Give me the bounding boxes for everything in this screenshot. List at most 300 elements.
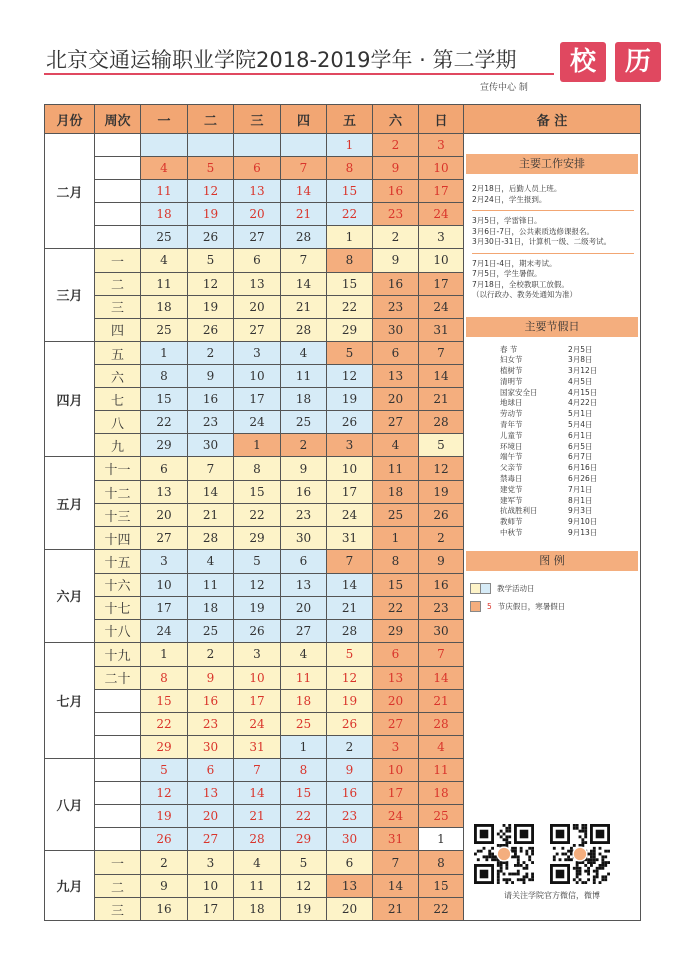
week-number <box>95 712 141 735</box>
day-cell: 30 <box>373 318 419 341</box>
day-cell: 10 <box>188 875 234 898</box>
day-cell: 5 <box>327 642 373 666</box>
day-cell: 15 <box>327 272 373 295</box>
day-cell: 28 <box>327 619 373 642</box>
day-cell: 27 <box>234 318 281 341</box>
work-note-line: （以行政办、教务处通知为准） <box>472 290 577 299</box>
day-cell: 8 <box>234 457 281 481</box>
day-cell: 9 <box>141 875 188 898</box>
day-cell: 20 <box>373 388 419 411</box>
header-tue: 二 <box>188 105 234 134</box>
day-cell: 23 <box>373 203 419 226</box>
week-row <box>45 134 641 157</box>
day-cell: 26 <box>188 318 234 341</box>
week-number <box>95 758 141 782</box>
day-cell: 22 <box>234 504 281 527</box>
day-cell: 29 <box>373 619 419 642</box>
holiday-row <box>466 355 638 366</box>
week-number: 四 <box>95 318 141 341</box>
day-cell: 3 <box>419 134 464 157</box>
holiday-date: 6月16日 <box>568 463 598 473</box>
day-cell: 15 <box>234 481 281 504</box>
day-cell: 18 <box>419 782 464 805</box>
day-cell: 26 <box>327 712 373 735</box>
work-schedule-heading: 主要工作安排 <box>466 154 638 174</box>
day-cell: 22 <box>281 805 327 828</box>
week-number: 二 <box>95 875 141 898</box>
day-cell: 7 <box>373 851 419 875</box>
day-cell: 17 <box>234 689 281 712</box>
day-cell: 27 <box>188 828 234 851</box>
work-note-line: 7月18日，全校教职工放假。 <box>472 279 569 289</box>
day-cell: 11 <box>141 180 188 203</box>
day-cell: 8 <box>419 851 464 875</box>
day-cell: 9 <box>188 666 234 689</box>
week-number: 十八 <box>95 619 141 642</box>
day-cell: 5 <box>234 550 281 574</box>
legend-heading: 图 例 <box>466 551 638 571</box>
day-cell: 11 <box>281 365 327 388</box>
day-cell: 11 <box>141 272 188 295</box>
day-cell: 5 <box>188 157 234 180</box>
header-month: 月份 <box>45 105 95 134</box>
day-cell: 5 <box>188 249 234 273</box>
day-cell: 1 <box>141 642 188 666</box>
day-cell: 9 <box>327 758 373 782</box>
day-cell: 8 <box>327 157 373 180</box>
day-cell: 12 <box>327 666 373 689</box>
holiday-row <box>466 366 638 377</box>
day-cell: 22 <box>327 203 373 226</box>
day-cell: 2 <box>373 134 419 157</box>
day-cell: 8 <box>373 550 419 574</box>
day-cell: 1 <box>234 434 281 457</box>
day-cell: 12 <box>234 573 281 596</box>
day-cell: 27 <box>141 527 188 550</box>
day-cell: 20 <box>234 203 281 226</box>
header-sun: 日 <box>419 105 464 134</box>
day-cell: 8 <box>141 666 188 689</box>
day-cell: 24 <box>327 504 373 527</box>
work-note-line: 2月18日，后勤人员上班。 <box>472 184 562 193</box>
day-cell: 22 <box>141 411 188 434</box>
week-number: 三 <box>95 898 141 921</box>
month-label: 五月 <box>45 457 95 550</box>
day-cell: 26 <box>419 504 464 527</box>
day-cell: 17 <box>327 481 373 504</box>
day-cell: 19 <box>141 805 188 828</box>
holidays-heading: 主要节假日 <box>466 317 638 337</box>
week-number <box>95 782 141 805</box>
day-cell: 3 <box>234 642 281 666</box>
day-cell <box>281 134 327 157</box>
day-cell: 17 <box>419 272 464 295</box>
day-cell: 16 <box>327 782 373 805</box>
holiday-name: 地球日 <box>500 398 523 408</box>
day-cell: 15 <box>281 782 327 805</box>
day-cell: 10 <box>327 457 373 481</box>
day-cell: 10 <box>373 758 419 782</box>
calendar-badge <box>560 42 664 82</box>
day-cell: 14 <box>281 180 327 203</box>
holiday-date: 4月5日 <box>568 376 593 386</box>
work-note-line: 3月30日-31日，计算机一级、二级考试。 <box>472 237 612 246</box>
day-cell: 15 <box>141 388 188 411</box>
day-cell: 29 <box>234 527 281 550</box>
day-cell: 19 <box>281 898 327 921</box>
day-cell: 25 <box>281 712 327 735</box>
week-number: 六 <box>95 365 141 388</box>
day-cell: 23 <box>281 504 327 527</box>
day-cell: 20 <box>141 504 188 527</box>
holiday-date: 8月1日 <box>568 495 593 505</box>
day-cell: 20 <box>234 295 281 318</box>
holiday-row <box>466 528 638 539</box>
holiday-row <box>466 388 638 399</box>
holiday-row <box>466 377 638 388</box>
holiday-name: 抗战胜利日 <box>500 506 538 516</box>
day-cell: 22 <box>141 712 188 735</box>
week-number: 七 <box>95 388 141 411</box>
week-number: 十三 <box>95 504 141 527</box>
holiday-date: 5月1日 <box>568 409 593 419</box>
holiday-row <box>466 431 638 442</box>
week-number: 八 <box>95 411 141 434</box>
day-cell: 22 <box>327 295 373 318</box>
weibo-qr-code[interactable] <box>550 824 610 884</box>
day-cell: 25 <box>419 805 464 828</box>
week-number: 十六 <box>95 573 141 596</box>
day-cell: 23 <box>188 411 234 434</box>
day-cell: 3 <box>188 851 234 875</box>
day-cell: 19 <box>188 295 234 318</box>
header-fri: 五 <box>327 105 373 134</box>
day-cell: 14 <box>419 666 464 689</box>
day-cell: 31 <box>327 527 373 550</box>
day-cell: 17 <box>141 596 188 619</box>
work-note-line: 7月1日-4日，期末考试。 <box>472 258 557 268</box>
day-cell: 10 <box>419 249 464 273</box>
day-cell: 23 <box>373 295 419 318</box>
day-cell: 11 <box>419 758 464 782</box>
day-cell: 28 <box>419 411 464 434</box>
day-cell: 26 <box>188 226 234 249</box>
day-cell: 16 <box>141 898 188 921</box>
day-cell: 20 <box>373 689 419 712</box>
day-cell: 4 <box>419 735 464 758</box>
day-cell: 2 <box>327 735 373 758</box>
day-cell: 2 <box>419 527 464 550</box>
day-cell: 21 <box>188 504 234 527</box>
holiday-name: 建军节 <box>500 495 523 505</box>
day-cell: 15 <box>373 573 419 596</box>
day-cell: 3 <box>234 341 281 365</box>
day-cell: 10 <box>234 365 281 388</box>
day-cell: 12 <box>281 875 327 898</box>
day-cell: 26 <box>234 619 281 642</box>
day-cell: 2 <box>373 226 419 249</box>
day-cell: 11 <box>373 457 419 481</box>
header-week: 周次 <box>95 105 141 134</box>
day-cell: 18 <box>281 689 327 712</box>
week-number <box>95 805 141 828</box>
day-cell: 22 <box>373 596 419 619</box>
day-cell: 30 <box>327 828 373 851</box>
day-cell: 9 <box>373 157 419 180</box>
badge-char-2: 历 <box>615 42 661 82</box>
day-cell: 19 <box>327 388 373 411</box>
holiday-date: 6月7日 <box>568 452 593 462</box>
week-number <box>95 828 141 851</box>
holiday-row <box>466 452 638 463</box>
holiday-date: 5月4日 <box>568 420 593 430</box>
day-cell: 12 <box>188 180 234 203</box>
holiday-name: 儿童节 <box>500 430 523 440</box>
week-number: 九 <box>95 434 141 457</box>
holiday-row <box>466 517 638 528</box>
day-cell: 19 <box>327 689 373 712</box>
day-cell: 31 <box>419 318 464 341</box>
day-cell: 16 <box>188 689 234 712</box>
header-sat: 六 <box>373 105 419 134</box>
day-cell: 24 <box>141 619 188 642</box>
week-number: 十七 <box>95 596 141 619</box>
legend-teaching-day <box>470 583 638 594</box>
day-cell: 26 <box>141 828 188 851</box>
day-cell: 21 <box>419 689 464 712</box>
day-cell: 18 <box>281 388 327 411</box>
day-cell: 29 <box>281 828 327 851</box>
day-cell: 12 <box>327 365 373 388</box>
header-notes: 备 注 <box>464 105 641 134</box>
month-label: 二月 <box>45 134 95 249</box>
holiday-row <box>466 345 638 356</box>
legend-blue-swatch <box>481 583 491 594</box>
school-calendar-table <box>44 104 641 921</box>
day-cell: 16 <box>281 481 327 504</box>
day-cell: 26 <box>327 411 373 434</box>
day-cell: 1 <box>141 341 188 365</box>
day-cell: 16 <box>419 573 464 596</box>
day-cell: 4 <box>234 851 281 875</box>
legend-holiday <box>470 601 638 612</box>
month-label: 三月 <box>45 249 95 342</box>
day-cell: 28 <box>234 828 281 851</box>
day-cell: 3 <box>419 226 464 249</box>
day-cell: 2 <box>188 642 234 666</box>
day-cell: 28 <box>281 318 327 341</box>
work-note-line: 7月5日，学生暑假。 <box>472 269 542 278</box>
day-cell: 18 <box>373 481 419 504</box>
holiday-date: 3月12日 <box>568 366 598 376</box>
day-cell: 2 <box>281 434 327 457</box>
day-cell: 22 <box>419 898 464 921</box>
day-cell: 27 <box>234 226 281 249</box>
day-cell: 8 <box>141 365 188 388</box>
qr-caption: 请关注学院官方微信，微博 <box>504 891 600 900</box>
holiday-date: 9月10日 <box>568 517 598 527</box>
badge-char-1: 校 <box>560 42 606 82</box>
day-cell: 4 <box>141 157 188 180</box>
week-number: 五 <box>95 341 141 365</box>
day-cell: 13 <box>188 782 234 805</box>
day-cell: 13 <box>234 272 281 295</box>
holiday-row <box>466 409 638 420</box>
day-cell: 10 <box>234 666 281 689</box>
month-label: 八月 <box>45 758 95 851</box>
day-cell: 9 <box>188 365 234 388</box>
day-cell: 23 <box>188 712 234 735</box>
day-cell: 20 <box>188 805 234 828</box>
day-cell: 24 <box>373 805 419 828</box>
holiday-date: 2月5日 <box>568 344 593 354</box>
day-cell: 15 <box>141 689 188 712</box>
day-cell: 6 <box>234 157 281 180</box>
day-cell: 6 <box>373 341 419 365</box>
day-cell: 23 <box>419 596 464 619</box>
calendar-body <box>45 134 641 921</box>
day-cell <box>234 134 281 157</box>
holiday-name: 禁毒日 <box>500 474 523 484</box>
day-cell: 12 <box>419 457 464 481</box>
day-cell: 8 <box>281 758 327 782</box>
holiday-row <box>466 496 638 507</box>
day-cell: 7 <box>234 758 281 782</box>
day-cell: 1 <box>327 226 373 249</box>
holiday-date: 9月13日 <box>568 528 598 538</box>
day-cell: 14 <box>188 481 234 504</box>
day-cell: 17 <box>419 180 464 203</box>
legend-orange-swatch <box>470 601 481 612</box>
wechat-qr-code[interactable] <box>474 824 534 884</box>
day-cell: 18 <box>141 203 188 226</box>
holiday-name: 春 节 <box>500 344 518 354</box>
month-label: 九月 <box>45 851 95 921</box>
week-number: 二十 <box>95 666 141 689</box>
day-cell: 5 <box>141 758 188 782</box>
holiday-row <box>466 442 638 453</box>
holiday-row <box>466 506 638 517</box>
day-cell: 11 <box>188 573 234 596</box>
day-cell: 13 <box>327 875 373 898</box>
day-cell: 29 <box>141 735 188 758</box>
day-cell: 7 <box>281 157 327 180</box>
day-cell: 21 <box>327 596 373 619</box>
day-cell: 21 <box>281 203 327 226</box>
day-cell <box>188 134 234 157</box>
day-cell: 25 <box>141 318 188 341</box>
day-cell: 25 <box>373 504 419 527</box>
day-cell: 21 <box>281 295 327 318</box>
day-cell: 6 <box>234 249 281 273</box>
work-note-line: 3月6日-7日，公共素质选修课报名。 <box>472 226 595 236</box>
day-cell: 17 <box>373 782 419 805</box>
legend-label: 教学活动日 <box>497 583 535 593</box>
day-cell: 17 <box>188 898 234 921</box>
day-cell: 25 <box>141 226 188 249</box>
day-cell: 27 <box>281 619 327 642</box>
title-underline <box>44 73 554 75</box>
notes-panel <box>464 134 641 921</box>
day-cell: 5 <box>419 434 464 457</box>
day-cell: 5 <box>327 341 373 365</box>
day-cell: 16 <box>188 388 234 411</box>
day-cell: 11 <box>281 666 327 689</box>
holiday-name: 环境日 <box>500 441 523 451</box>
day-cell: 5 <box>281 851 327 875</box>
day-cell: 16 <box>373 180 419 203</box>
holiday-name: 清明节 <box>500 376 523 386</box>
day-cell: 13 <box>141 481 188 504</box>
work-note-line: 3月5日，学雷锋日。 <box>472 216 542 225</box>
holiday-name: 妇女节 <box>500 355 523 365</box>
day-cell: 4 <box>141 249 188 273</box>
day-cell: 11 <box>234 875 281 898</box>
holiday-row <box>466 463 638 474</box>
day-cell: 4 <box>281 341 327 365</box>
day-cell: 20 <box>281 596 327 619</box>
day-cell: 14 <box>281 272 327 295</box>
header-mon: 一 <box>141 105 188 134</box>
day-cell: 3 <box>327 434 373 457</box>
holiday-date: 6月26日 <box>568 474 598 484</box>
day-cell: 30 <box>188 434 234 457</box>
day-cell: 19 <box>234 596 281 619</box>
day-cell: 9 <box>281 457 327 481</box>
work-note-line: 2月24日，学生报到。 <box>472 194 547 204</box>
day-cell: 18 <box>141 295 188 318</box>
page-title: 北京交通运输职业学院2018-2019学年 · 第二学期 <box>46 48 517 72</box>
day-cell: 13 <box>234 180 281 203</box>
day-cell: 7 <box>419 642 464 666</box>
holiday-name: 国家安全日 <box>500 387 538 397</box>
day-cell: 6 <box>373 642 419 666</box>
week-number: 三 <box>95 295 141 318</box>
holiday-row <box>466 485 638 496</box>
day-cell: 4 <box>373 434 419 457</box>
holiday-date: 4月22日 <box>568 398 598 408</box>
day-cell: 9 <box>373 249 419 273</box>
day-cell: 21 <box>419 388 464 411</box>
legend-sample: 5 <box>487 601 492 611</box>
day-cell: 23 <box>327 805 373 828</box>
day-cell: 15 <box>419 875 464 898</box>
day-cell: 31 <box>234 735 281 758</box>
holiday-name: 植树节 <box>500 366 523 376</box>
day-cell: 12 <box>141 782 188 805</box>
day-cell: 24 <box>419 203 464 226</box>
holiday-date: 7月1日 <box>568 484 593 494</box>
day-cell <box>141 134 188 157</box>
day-cell: 17 <box>234 388 281 411</box>
holiday-date: 3月8日 <box>568 355 593 365</box>
holiday-date: 6月5日 <box>568 441 593 451</box>
day-cell: 14 <box>327 573 373 596</box>
day-cell: 24 <box>234 411 281 434</box>
day-cell: 3 <box>141 550 188 574</box>
week-number: 二 <box>95 272 141 295</box>
day-cell: 1 <box>419 828 464 851</box>
holiday-name: 教师节 <box>500 517 523 527</box>
week-number <box>95 180 141 203</box>
week-number <box>95 735 141 758</box>
day-cell: 24 <box>419 295 464 318</box>
week-number: 十五 <box>95 550 141 574</box>
month-label: 四月 <box>45 341 95 457</box>
day-cell: 25 <box>188 619 234 642</box>
day-cell: 19 <box>188 203 234 226</box>
day-cell: 4 <box>188 550 234 574</box>
